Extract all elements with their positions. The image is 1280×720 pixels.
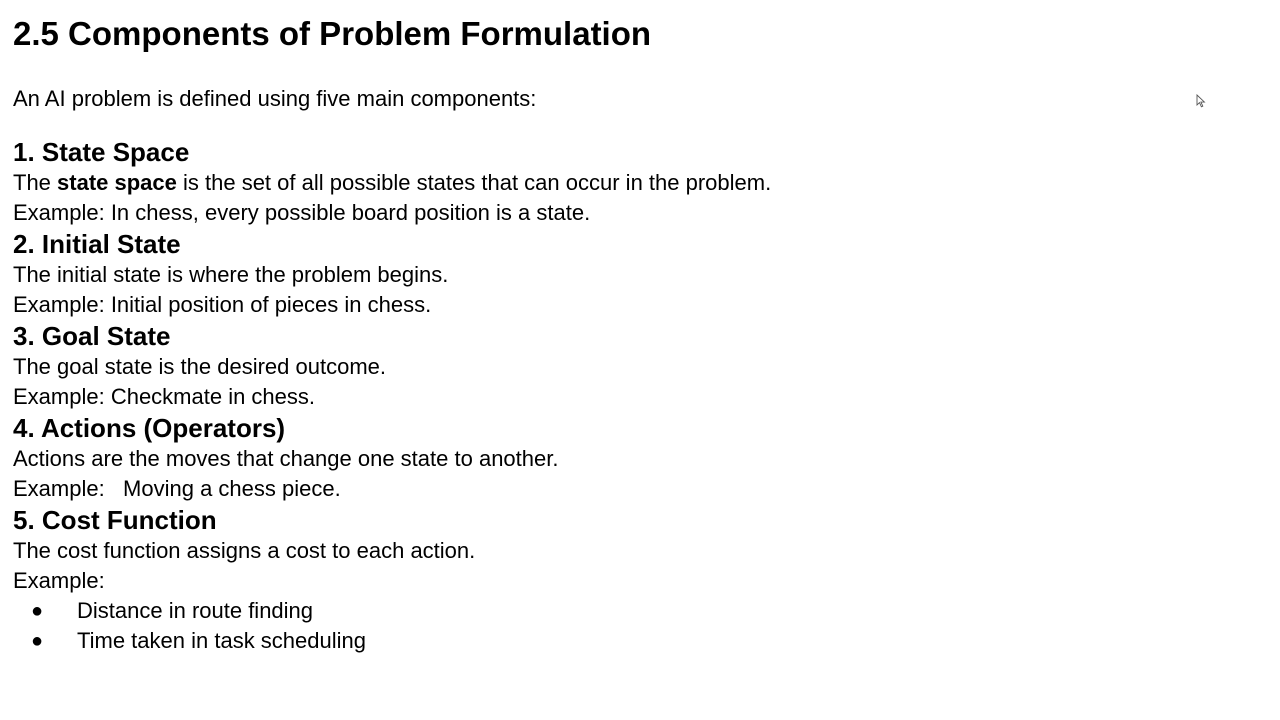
section-state-space bbox=[13, 136, 1213, 228]
section-goal-state bbox=[13, 320, 1213, 412]
description-text: is the set of all possible states that can occur in the problem. bbox=[176, 170, 772, 195]
section-heading: 5. Cost Function bbox=[13, 505, 217, 535]
list-item bbox=[13, 626, 1213, 656]
section-heading: 1. State Space bbox=[13, 137, 190, 167]
section-description bbox=[13, 168, 1213, 198]
section-example: Example: Initial position of pieces in chess. bbox=[13, 292, 432, 317]
section-example: Example: Moving a chess piece. bbox=[13, 476, 341, 501]
section-heading: 3. Goal State bbox=[13, 321, 171, 351]
section-description: The cost function assigns a cost to each action. bbox=[13, 538, 476, 563]
list-item-text: Time taken in task scheduling bbox=[77, 628, 366, 653]
section-actions bbox=[13, 412, 1213, 504]
intro-text: An AI problem is defined using five main components: bbox=[13, 86, 537, 111]
section-description: Actions are the moves that change one state to another. bbox=[13, 446, 559, 471]
section-cost-function bbox=[13, 504, 1213, 656]
page-title: 2.5 Components of Problem Formulation bbox=[13, 15, 652, 52]
example-bullet-list bbox=[13, 596, 1213, 656]
section-initial-state bbox=[13, 228, 1213, 320]
mouse-pointer-icon bbox=[1196, 94, 1206, 108]
section-example: Example: In chess, every possible board position is a state. bbox=[13, 200, 591, 225]
description-text: The bbox=[13, 170, 58, 195]
section-description: The initial state is where the problem begins. bbox=[13, 262, 449, 287]
bold-term: state space bbox=[57, 170, 177, 195]
list-item bbox=[13, 596, 1213, 626]
components-list bbox=[13, 136, 1213, 656]
section-heading: 4. Actions (Operators) bbox=[13, 413, 286, 443]
section-example: Example: bbox=[13, 568, 105, 593]
bullet-icon: ● bbox=[31, 600, 44, 622]
list-item-text: Distance in route finding bbox=[77, 598, 314, 623]
section-description: The goal state is the desired outcome. bbox=[13, 354, 386, 379]
section-heading: 2. Initial State bbox=[13, 229, 181, 259]
section-example: Example: Checkmate in chess. bbox=[13, 384, 316, 409]
bullet-icon: ● bbox=[31, 630, 44, 652]
